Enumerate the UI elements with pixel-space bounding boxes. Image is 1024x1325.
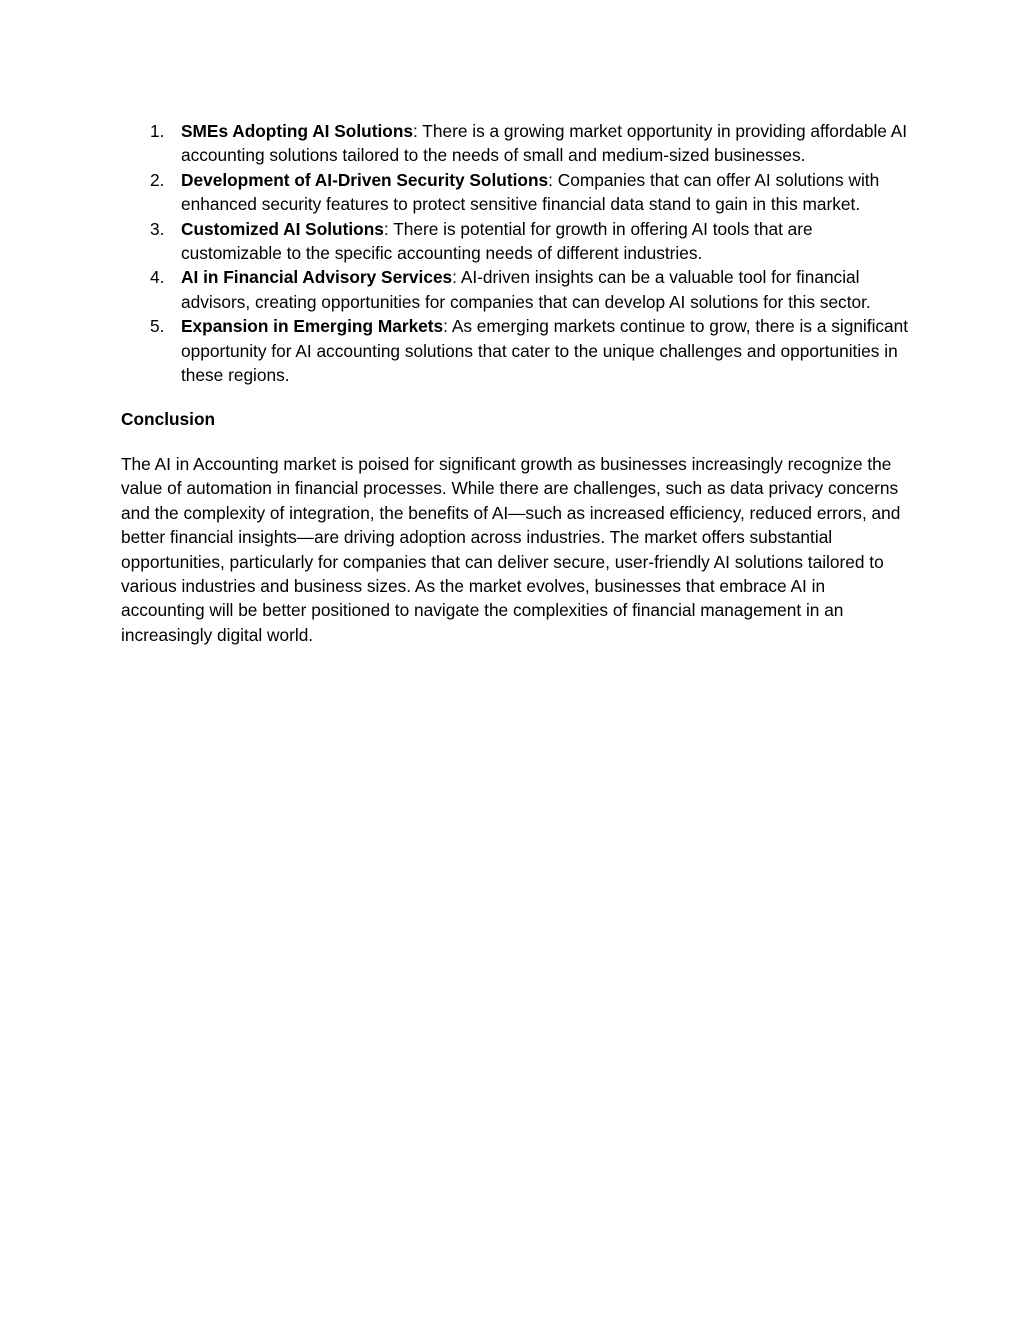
list-item-number: 1.	[150, 121, 165, 141]
list-item-text: : There is a growing market opportunity in providing affordable AI accounting solutions tailored to the needs of small and medium-sized businesses.	[181, 121, 908, 166]
list-item-number: 5.	[150, 316, 165, 337]
conclusion-paragraph: The AI in Accounting market is poised for significant growth as businesses increasingly recognize the value of automation in financial processes. While there are challenges, such as data privacy concerns and the complexity of integration, the benefits of AI—such as increased efficiency, reduced errors, and better financial insights—are driving adoption across industries. The market offers substantial opportunities, particularly for companies that can deliver secure, user-friendly AI solutions tailored to various industries and business sizes. As the market evolves, businesses that embrace AI in accounting will be better positioned to navigate the complexities of financial management in an increasingly digital world.	[121, 453, 901, 645]
list-item-number: 3.	[150, 218, 165, 239]
conclusion-heading: Conclusion	[121, 409, 216, 430]
list-item-title: SMEs Adopting AI Solutions	[181, 121, 413, 141]
list-item	[121, 119, 911, 168]
list-item-title: AI in Financial Advisory Services	[181, 267, 453, 288]
list-item-title: Expansion in Emerging Markets	[181, 316, 444, 337]
list-item	[121, 265, 911, 314]
list-item	[121, 168, 911, 217]
list-item-text: : As emerging markets continue to grow, there is a significant opportunity for AI accounting solutions that cater to the unique challenges and opportunities in these regions.	[181, 316, 909, 386]
page-content	[121, 119, 911, 647]
list-item	[121, 314, 911, 387]
list-item-title: Customized AI Solutions	[181, 218, 384, 239]
list-item-title: Development of AI-Driven Security Solutions	[181, 169, 549, 190]
opportunities-list	[121, 119, 911, 387]
list-item	[121, 217, 911, 266]
list-item-text: : There is potential for growth in offering AI tools that are customizable to the specific accounting needs of different industries.	[181, 218, 813, 264]
list-item-number: 4.	[150, 267, 165, 288]
list-item-text: : AI-driven insights can be a valuable tool for financial advisors, creating opportunities for companies that can develop AI solutions for this sector.	[181, 267, 871, 312]
list-item-text: : Companies that can offer AI solutions with enhanced security features to protect sensitive financial data stand to gain in this market.	[181, 169, 880, 215]
list-item-number: 2.	[150, 169, 165, 190]
